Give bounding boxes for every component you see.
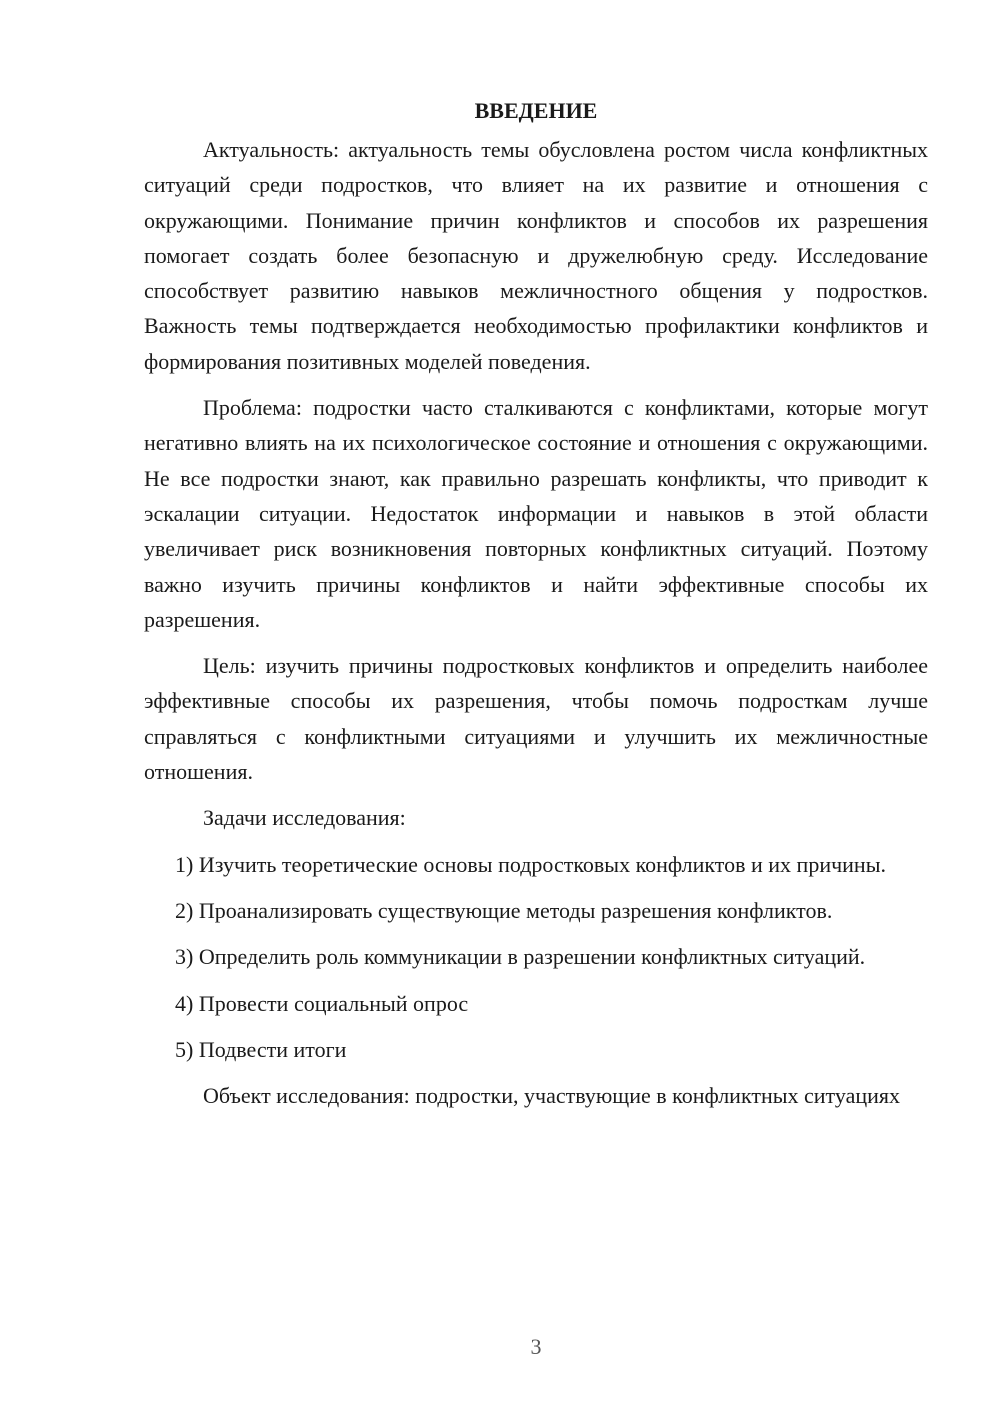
object-paragraph: Объект исследования: подростки, участвующие в конфликтных ситуациях [203,1083,901,1109]
goal-paragraph: Цель: изучить причины подростковых конфликтов и определить наиболее эффективные способы их разрешения, чтобы помочь подросткам лучше справляться с конфликтными ситуациями и улучшить их межличностные отношения. [144,653,928,785]
task-item-3: 3) Определить роль коммуникации в разрешении конфликтных ситуаций. [175,944,866,970]
task-item-1: 1) Изучить теоретические основы подростковых конфликтов и их причины. [175,851,886,877]
relevance-paragraph: Актуальность: актуальность темы обусловлена ростом числа конфликтных ситуаций среди подростков, что влияет на их развитие и отношения с окружающими. Понимание причин конфликтов и способов их разрешения помогает создать более безопасную и дружелюбную среду. Исследование способствует развитию навыков межличностного общения у подростков. Важность темы подтверждается необходимостью профилактики конфликтов и формирования позитивных моделей поведения. [144,137,928,374]
page-content [144,93,928,1124]
task-item-2: 2) Проанализировать существующие методы разрешения конфликтов. [175,897,833,923]
task-item-4: 4) Провести социальный опрос [175,990,469,1016]
page-number: 3 [530,1334,542,1359]
section-heading: ВВЕДЕНИЕ [474,98,598,123]
problem-paragraph: Проблема: подростки часто сталкиваются с конфликтами, которые могут негативно влиять на их психологическое состояние и отношения с окружающими. Не все подростки знают, как правильно разрешать конфликты, что приводит к эскалации ситуации. Недостаток информации и навыков в этой области увеличивает риск возникновения повторных конфликтных ситуаций. Поэтому важно изучить причины конфликтов и найти эффективные способы их разрешения. [144,395,928,632]
tasks-title: Задачи исследования: [203,805,406,831]
task-item-5: 5) Подвести итоги [175,1036,347,1062]
